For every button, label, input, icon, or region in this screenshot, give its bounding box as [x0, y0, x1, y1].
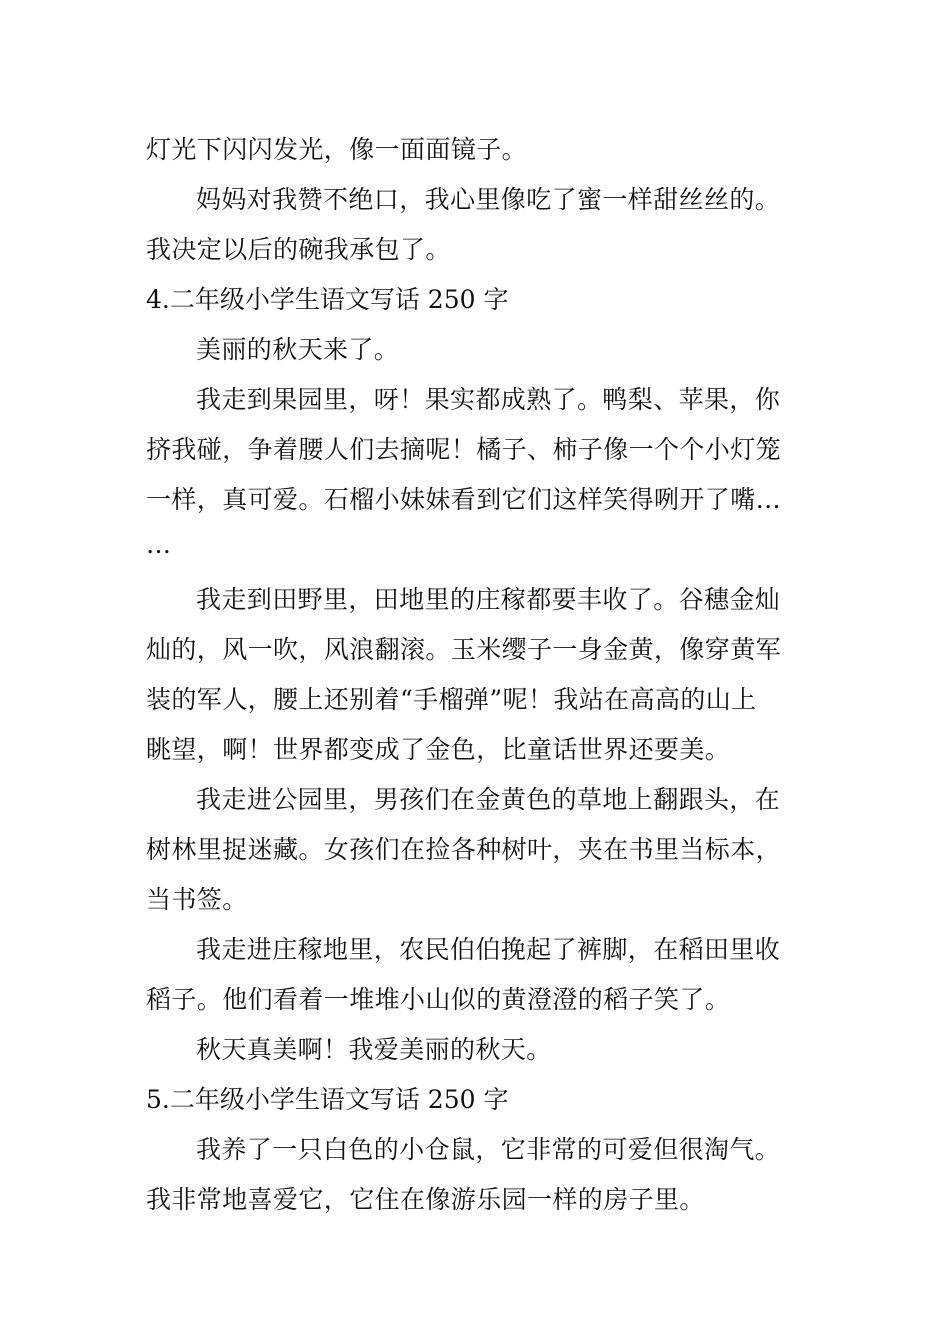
text-line: 灯光下闪闪发光，像一面面镜子。 — [146, 135, 528, 164]
text-line: 树林里捉迷藏。女孩们在捡各种树叶，夹在书里当标本， — [146, 835, 782, 864]
text-line: 挤我碰，争着腰人们去摘呢！橘子、柿子像一个个小灯笼 — [146, 435, 782, 464]
paragraph-start: 美丽的秋天来了。 — [196, 335, 400, 364]
text-line: 我非常地喜爱它，它住在像游乐园一样的房子里。 — [146, 1185, 705, 1214]
text-line: 装的军人，腰上还别着“手榴弹”呢！我站在高高的山上 — [146, 685, 757, 714]
text-line: 眺望，啊！世界都变成了金色，比童话世界还要美。 — [146, 735, 731, 764]
section-heading-4: 4.二年级小学生语文写话 250 字 — [146, 285, 509, 314]
text-line: 一样，真可爱。石榴小妹妹看到它们这样笑得咧开了嘴… — [146, 485, 782, 514]
text-line: 当书签。 — [146, 885, 248, 914]
text-line: 我决定以后的碗我承包了。 — [146, 235, 451, 264]
paragraph-start: 秋天真美啊！我爱美丽的秋天。 — [196, 1035, 552, 1064]
paragraph-start: 我走进庄稼地里，农民伯伯挽起了裤脚，在稻田里收 — [196, 935, 781, 964]
section-heading-5: 5.二年级小学生语文写话 250 字 — [146, 1085, 509, 1114]
paragraph-start: 妈妈对我赞不绝口，我心里像吃了蜜一样甜丝丝的。 — [196, 185, 781, 214]
paragraph-start: 我走到田野里，田地里的庄稼都要丰收了。谷穗金灿 — [196, 585, 781, 614]
text-line: … — [146, 530, 172, 559]
text-line: 稻子。他们看着一堆堆小山似的黄澄澄的稻子笑了。 — [146, 985, 731, 1014]
text-line: 灿的，风一吹，风浪翻滚。玉米缨子一身金黄，像穿黄军 — [146, 635, 782, 664]
paragraph-start: 我走进公园里，男孩们在金黄色的草地上翻跟头，在 — [196, 785, 781, 814]
paragraph-start: 我走到果园里，呀！果实都成熟了。鸭梨、苹果，你 — [196, 385, 781, 414]
paragraph-start: 我养了一只白色的小仓鼠，它非常的可爱但很淘气。 — [196, 1135, 781, 1164]
